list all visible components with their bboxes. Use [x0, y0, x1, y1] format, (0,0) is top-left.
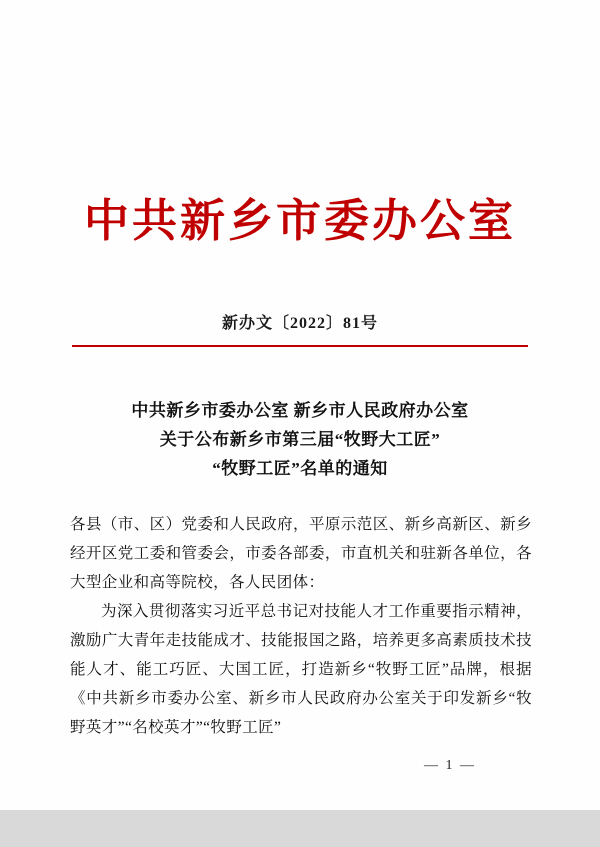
document-body — [70, 510, 532, 742]
body-paragraph-1: 为深入贯彻落实习近平总书记对技能人才工作重要指示精神，激励广大青年走技能成才、技能报国之路，培养更多高素质技术技能人才、能工巧匠、大国工匠，打造新乡“牧野工匠”品牌，根据《中共新乡市委办公室、新乡市人民政府办公室关于印发新乡“牧野英才”“名校英才”“牧野工匠” — [70, 603, 532, 736]
title-line-2: 关于公布新乡市第三届“牧野大工匠” — [159, 430, 441, 449]
masthead-title: 中共新乡市委办公室 — [83, 194, 516, 247]
document-number: 新办文〔2022〕81号 — [221, 315, 378, 332]
document-title — [55, 396, 545, 483]
page-number-text: — 1 — — [424, 758, 476, 773]
title-line-3: “牧野工匠”名单的通知 — [212, 459, 388, 478]
page-bottom-strip — [0, 810, 600, 847]
recipient-paragraph: 各县（市、区）党委和人民政府，平原示范区、新乡高新区、新乡经开区党工委和管委会，市委各部委，市直机关和驻新各单位，各大型企业和高等院校，各人民团体： — [70, 516, 532, 591]
title-line-1: 中共新乡市委办公室 新乡市人民政府办公室 — [131, 401, 469, 420]
page-number — [0, 758, 600, 774]
red-divider-rule — [72, 345, 528, 347]
